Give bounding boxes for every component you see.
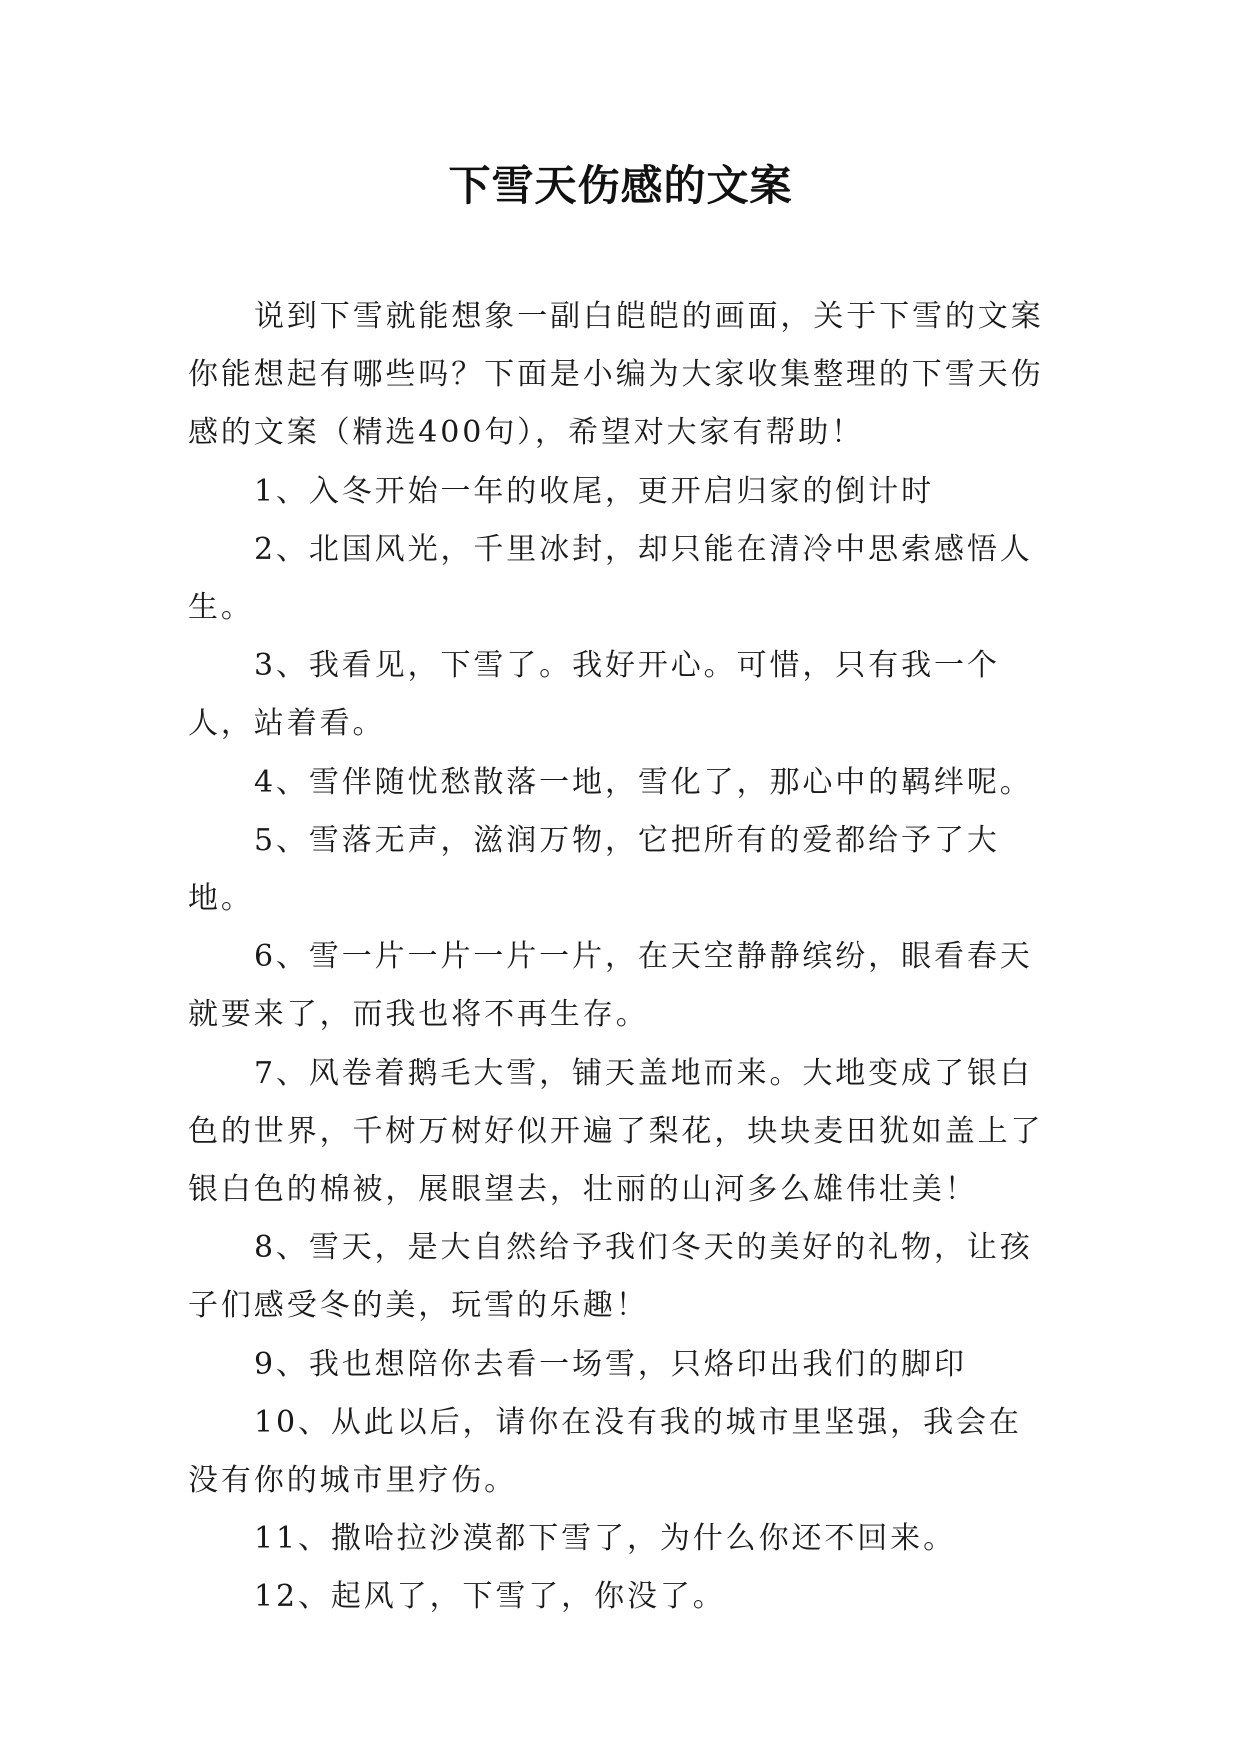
list-item: 3、我看见，下雪了。我好开心。可惜，只有我一个人，站着看。	[188, 648, 1000, 742]
list-item: 9、我也想陪你去看一场雪，只烙印出我们的脚印	[254, 1346, 967, 1382]
list-item: 12、起风了，下雪了，你没了。	[254, 1579, 726, 1615]
list-item: 5、雪落无声，滋润万物，它把所有的爱都给予了大地。	[188, 822, 1000, 917]
document-title: 下雪天伤感的文案	[448, 161, 793, 210]
list-item: 4、雪伴随忧愁散落一地，雪化了，那心中的羁绊呢。	[254, 764, 1033, 800]
list-item: 1、入冬开始一年的收尾，更开启归家的倒计时	[254, 473, 934, 509]
list-item: 6、雪一片一片一片一片，在天空静静缤纷，眼看春天就要来了，而我也将不再生存。	[188, 939, 1033, 1033]
document-body	[188, 288, 1048, 1627]
list-item: 11、撒哈拉沙漠都下雪了，为什么你还不回来。	[254, 1521, 956, 1557]
list-item: 10、从此以后，请你在没有我的城市里坚强，我会在没有你的城市里疗伤。	[188, 1404, 1022, 1499]
list-item: 2、北国风光，千里冰封，却只能在清冷中思索感悟人生。	[188, 531, 1033, 626]
list-item: 8、雪天，是大自然给予我们冬天的美好的礼物，让孩子们感受冬的美，玩雪的乐趣！	[188, 1230, 1033, 1324]
list-item: 7、风卷着鹅毛大雪，铺天盖地而来。大地变成了银白色的世界，千树万树好似开遍了梨花，块块麦田犹如盖上了银白色的棉被，展眼望去，壮丽的山河多么雄伟壮美！	[188, 1055, 1044, 1208]
intro-paragraph: 说到下雪就能想象一副白皑皑的画面，关于下雪的文案你能想起有哪些吗？下面是小编为大家收集整理的下雪天伤感的文案（精选400句），希望对大家有帮助！	[188, 299, 1044, 451]
